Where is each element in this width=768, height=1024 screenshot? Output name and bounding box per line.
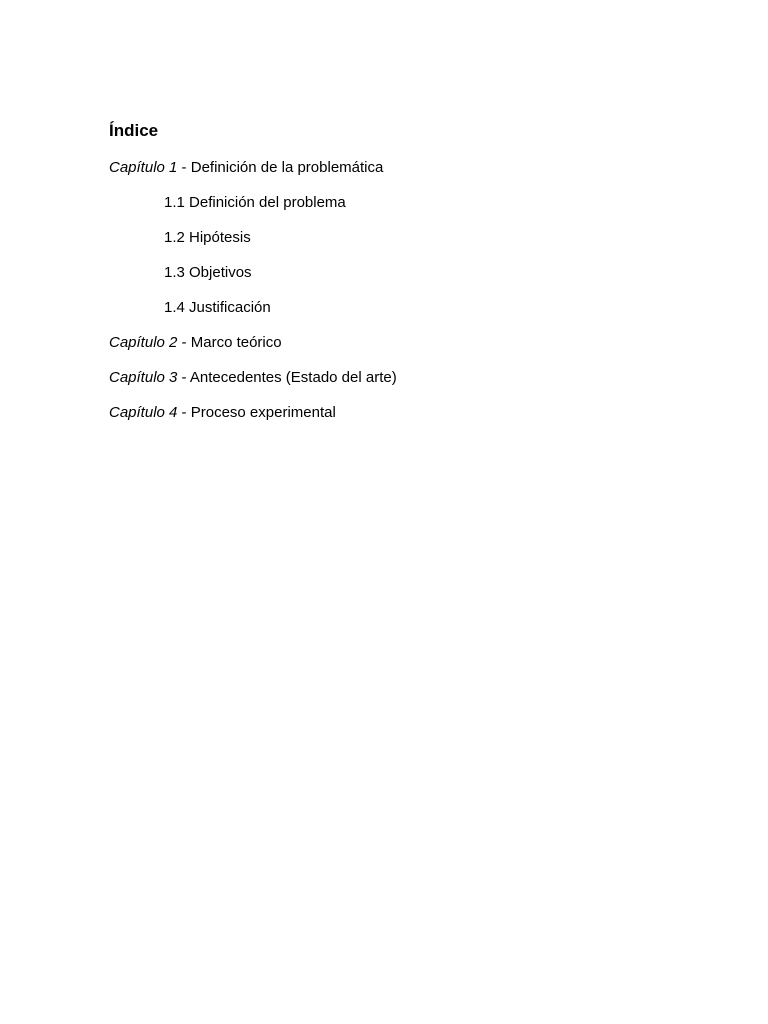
section-title: 1.1 Definición del problema xyxy=(164,194,346,211)
chapter-label: Capítulo 4 xyxy=(109,404,178,421)
toc-chapter-2 xyxy=(109,334,282,352)
chapter-title: Antecedentes (Estado del arte) xyxy=(189,369,397,386)
toc-section-1-1 xyxy=(164,194,346,212)
chapter-title: Marco teórico xyxy=(190,334,282,351)
toc-chapter-3 xyxy=(109,369,397,387)
chapter-separator: - xyxy=(177,369,190,386)
chapter-separator: - xyxy=(177,334,191,351)
section-title: 1.2 Hipótesis xyxy=(164,229,251,246)
chapter-label: Capítulo 1 xyxy=(109,159,178,176)
section-title: 1.4 Justificación xyxy=(164,299,271,316)
chapter-separator: - xyxy=(177,159,191,176)
toc-section-1-4 xyxy=(164,299,271,317)
chapter-title: Definición de la problemática xyxy=(190,159,384,176)
chapter-title: Proceso experimental xyxy=(190,404,336,421)
chapter-label: Capítulo 2 xyxy=(109,334,178,351)
page-title: Índice xyxy=(109,121,159,140)
section-title: 1.3 Objetivos xyxy=(164,264,252,281)
chapter-separator: - xyxy=(177,404,191,421)
toc-section-1-2 xyxy=(164,229,251,247)
toc-chapter-1 xyxy=(109,159,383,177)
chapter-label: Capítulo 3 xyxy=(109,369,178,386)
toc-chapter-4 xyxy=(109,404,336,422)
toc-section-1-3 xyxy=(164,264,252,282)
